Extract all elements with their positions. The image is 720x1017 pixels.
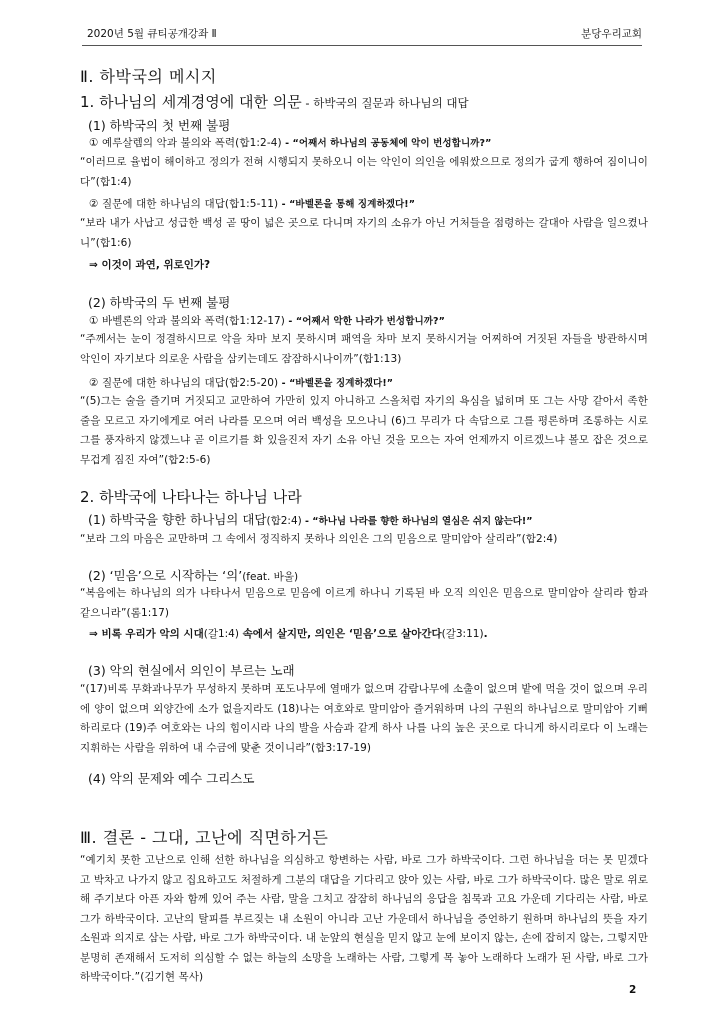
section-2-heading: Ⅱ. 하박국의 메시지 <box>80 67 217 86</box>
subsection-2-heading: 2. 하박국에 나타나는 하나님 나라 <box>80 488 302 506</box>
point-3-heading: (3) 악의 현실에서 의인이 부르는 노래 <box>88 663 295 678</box>
complaint-1-quote-1: “이러므로 율법이 해이하고 정의가 전혀 시행되지 못하오니 이는 악인이 의인을 에워쌌으므로 정의가 굽게 행하여 짐이니이다”(합1:4) <box>80 156 648 188</box>
point-1-quote: - “하나님 나라를 향한 하나님의 열심은 쉬지 않는다!” <box>301 516 533 527</box>
point-1-heading <box>80 510 656 528</box>
complaint-1-item-1 <box>80 134 657 154</box>
point-2-scripture: “복음에는 하나님의 의가 나타나서 믿음으로 믿음에 이르게 하나니 기록된 바 오직 의인은 믿음으로 말미암아 살리라 함과 같으니라”(롬1:17) <box>80 587 648 619</box>
subsection-1-heading <box>80 91 648 112</box>
point-2-conclusion-period: . <box>483 628 488 640</box>
complaint-1-item-1-question: - “어째서 하나님의 공동체에 악이 번성합니까?” <box>281 138 492 149</box>
complaint-1-item-2-answer: - “바벨론을 통해 징계하겠다!” <box>278 199 416 210</box>
point-2-title: (2) ‘믿음’으로 시작하는 ‘의’ <box>88 568 243 583</box>
complaint-1-item-1-label: ① 예루살렘의 악과 불의와 폭력(합1:2-4) <box>89 137 282 149</box>
header-right-text: 분당우리교회 <box>581 28 642 40</box>
point-1-reference: (합2:4) <box>266 515 302 527</box>
point-3-scripture: “(17)비록 무화과나무가 무성하지 못하며 포도나무에 열매가 없으며 감람나무에 소출이 없으며 밭에 먹을 것이 없으며 우리에 양이 없으며 외양간에 소가 없을지라도 (18)나는 여호와로 말미암아 즐거워하며 나의 구원의 하나님으로 말미암아 기뻐하리로다 (19)주 여호와는 나의 힘이시라 나의 발을 사슴과 같게 하사 나를 나의 높은 곳으로 다니게 하시리로다 이 노래는 지휘하는 사람을 위하여 내 수금에 맞춘 것이니라”(합3:17-19) <box>80 683 648 754</box>
complaint-2-quote-1: “주께서는 눈이 정결하시므로 악을 차마 보지 못하시며 패역을 차마 보지 못하시거늘 어찌하여 거짓된 자들을 방관하시며 악인이 자기보다 의로운 사람을 삼키는데도 잠잠하시나이까”(합1:13) <box>80 333 648 365</box>
complaint-1-quote-2: “보라 내가 사납고 성급한 백성 곧 땅이 넓은 곳으로 다니며 자기의 소유가 아닌 거처들을 점령하는 갈대아 사람을 일으켰나니”(합1:6) <box>80 217 648 249</box>
complaint-1-item-2-label: ② 질문에 대한 하나님의 대답(합1:5-11) <box>89 198 279 210</box>
complaint-2-quote-2: “(5)그는 술을 즐기며 거짓되고 교만하여 가만히 있지 아니하고 스올처럼 자기의 욕심을 넓히며 또 그는 사망 같아서 족한 줄을 모르고 자기에게로 여러 나라를 모으며 여러 백성을 모으나니 (6)그 무리가 다 속담으로 그를 평론하며 조롱하는 시로 그를 풍자하지 않겠느냐 곧 이르기를 화 있을진저 자기 소유 아닌 것을 모으는 자여 언제까지 이르겠느냐 볼모 잡은 것으로 무겁게 짐진 자여”(합2:5-6) <box>80 395 648 466</box>
point-4-heading: (4) 악의 문제와 예수 그리스도 <box>88 771 255 786</box>
complaint-2-item-1-label: ① 바벨론의 악과 불의와 폭력(합1:12-17) <box>89 315 286 327</box>
point-2-feat: (feat. 바울) <box>242 571 299 583</box>
point-2-heading <box>80 566 656 584</box>
point-1-title: (1) 하박국을 향한 하나님의 대답 <box>88 512 267 527</box>
point-2-conclusion-part-1: ⇒ 비록 우리가 악의 시대 <box>89 628 204 640</box>
complaint-2-item-2 <box>80 374 657 394</box>
complaint-1-heading: (1) 하박국의 첫 번째 불평 <box>88 118 231 133</box>
point-1-scripture: “보라 그의 마음은 교만하며 그 속에서 정직하지 못하나 의인은 그의 믿음으로 말미암아 살리라”(합2:4) <box>80 533 558 545</box>
complaint-2-item-2-label: ② 질문에 대한 하나님의 대답(합2:5-20) <box>89 377 279 389</box>
complaint-2-item-1 <box>80 312 657 332</box>
complaint-2-item-2-answer: - “바벨론을 징계하겠다!” <box>278 378 394 389</box>
header-divider <box>82 45 642 46</box>
subsection-1-title: 1. 하나님의 세계경영에 대한 의문 <box>80 93 302 111</box>
point-2-conclusion-ref-1: (갈1:4) <box>203 628 239 640</box>
point-2-conclusion <box>80 626 657 641</box>
point-2-conclusion-ref-2: (갈3:11) <box>441 628 484 640</box>
complaint-2-item-1-question: - “어째서 악한 나라가 번성합니까?” <box>285 316 445 327</box>
conclusion-paragraph: “예기치 못한 고난으로 인해 선한 하나님을 의심하고 항변하는 사람, 바로 그가 하박국이다. 그런 하나님을 더는 못 믿겠다고 박차고 나가지 않고 집요하고도 처절하게 그분의 대답을 기다리고 앉아 있는 사람, 바로 그가 하박국이다. 많은 말로 위로해 주기보다 아픈 자와 함께 있어 주는 사람, 말을 그치고 잠잠히 하나님의 응답을 침묵과 고요 가운데 기다리는 사람, 바로 그가 하박국이다. 고난의 탈피를 부르짖는 내 소원이 아니라 고난 가운데서 하나님을 증언하기 원하며 하나님의 뜻을 자기 소원과 의지로 삼는 사람, 바로 그가 하박국이다. 내 눈앞의 현실을 믿지 않고 눈에 보이지 않는, 손에 잡히지 않는, 그렇지만 분명히 존재해서 도저히 의심할 수 없는 하늘의 소망을 노래하는 사람, 그렇게 목 놓아 노래하다 노래가 된 사람, 바로 그가 하박국이다.”(김기현 목사) <box>80 854 648 983</box>
point-2-conclusion-part-2: 속에서 살지만, 의인은 ‘믿음’으로 살아간다 <box>238 628 442 640</box>
subsection-1-subtitle: - 하박국의 질문과 하나님의 대답 <box>301 96 469 110</box>
page-number: 2 <box>629 984 637 996</box>
complaint-1-item-2 <box>80 195 657 215</box>
header-left-text: 2020년 5월 큐티공개강좌 Ⅱ <box>87 28 217 40</box>
complaint-2-heading: (2) 하박국의 두 번째 불평 <box>88 295 231 310</box>
complaint-1-conclusion: ⇒ 이것이 과연, 위로인가? <box>89 259 211 271</box>
section-3-heading: Ⅲ. 결론 - 그대, 고난에 직면하거든 <box>80 828 329 847</box>
